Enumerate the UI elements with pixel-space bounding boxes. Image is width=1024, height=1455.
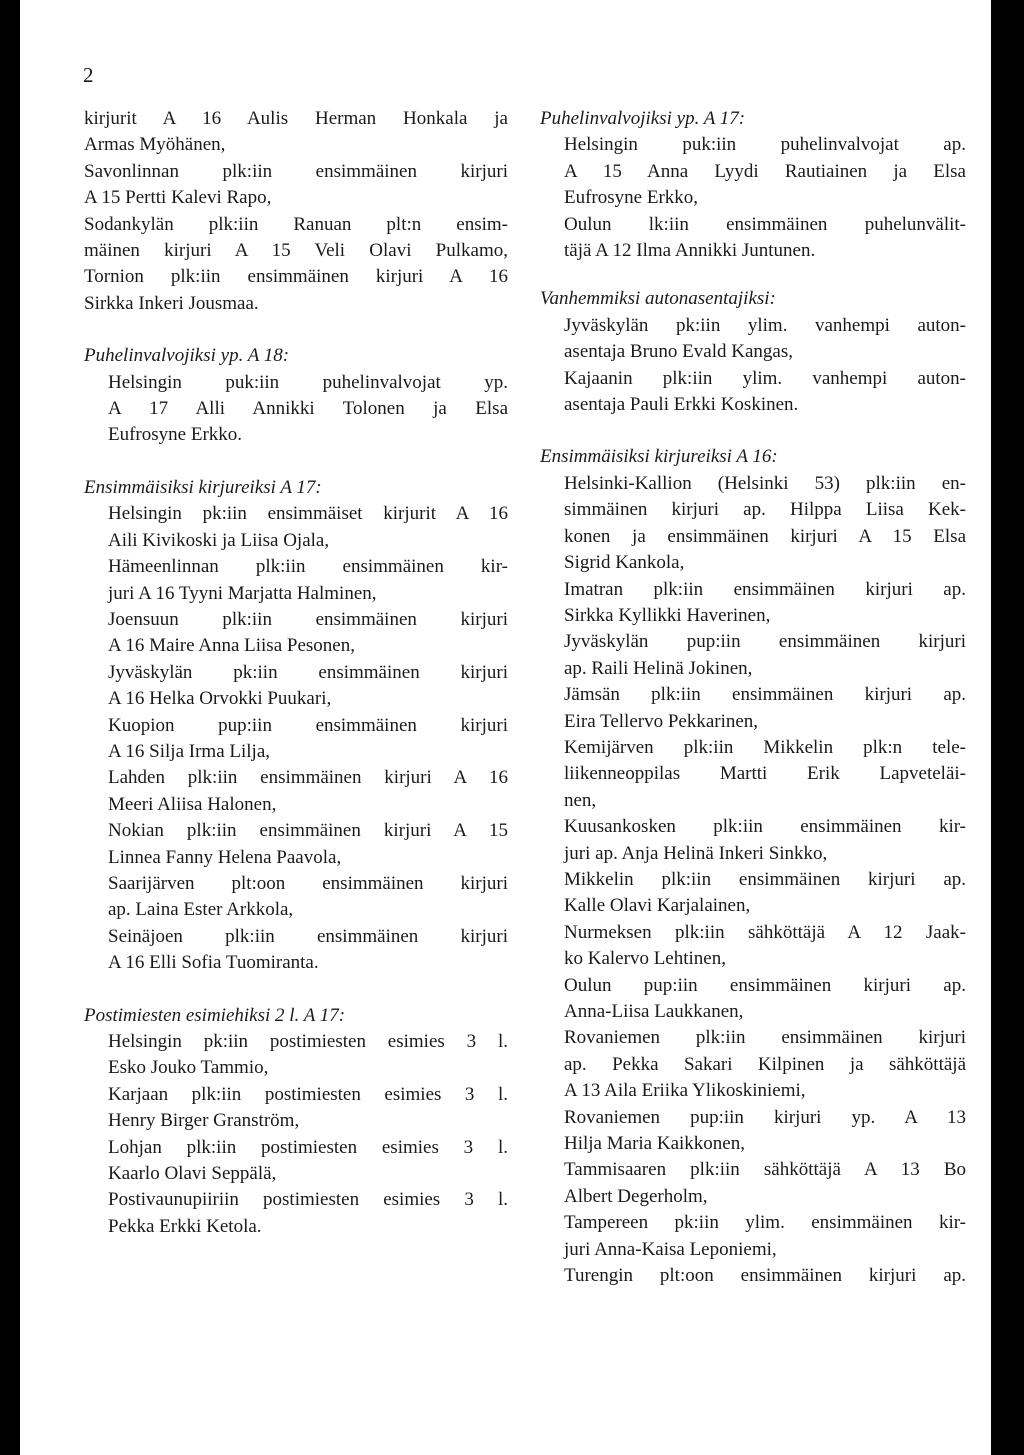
text-line: Imatran plk:iin ensimmäinen kirjuri ap. [564,578,966,600]
text-line: Tornion plk:iin ensimmäinen kirjuri A 16 [84,266,508,288]
text-line: Seinäjoen plk:iin ensimmäinen kirjuri [108,925,508,947]
text-line: ap. Raili Helinä Jokinen, [564,657,753,679]
text-line: A 16 Silja Irma Lilja, [108,740,271,762]
text-line: konen ja ensimmäinen kirjuri A 15 Elsa [564,525,966,547]
text-line: Helsingin pk:iin postimiesten esimies 3 l. [108,1031,508,1052]
text-line: Lohjan plk:iin postimiesten esimies 3 l. [108,1136,508,1158]
section-heading: Puhelinvalvojiksi yp. A 18: [84,345,290,367]
text-line: Lahden plk:iin ensimmäinen kirjuri A 16 [108,767,508,789]
text-line: A 16 Maire Anna Liisa Pesonen, [108,635,355,657]
text-line: A 15 Anna Lyydi Rautiainen ja Elsa [564,160,966,182]
section-heading: Ensimmäisiksi kirjureiksi A 16: [540,446,778,468]
text-line: ap. Pekka Sakari Kilpinen ja sähköttäjä [564,1053,966,1075]
section-puhelinvalvojiksi-a17 [540,106,966,264]
text-line: Savonlinnan plk:iin ensimmäinen kirjuri [84,160,508,182]
text-line: Saarijärven plt:oon ensimmäinen kirjuri [108,872,508,894]
text-line: Jämsän plk:iin ensimmäinen kirjuri ap. [564,684,966,706]
text-line: Kuopion pup:iin ensimmäinen kirjuri [108,714,508,736]
text-line: Aili Kivikoski ja Liisa Ojala, [108,529,330,551]
text-line: juri ap. Anja Helinä Inkeri Sinkko, [564,842,828,864]
text-line: Meeri Aliisa Halonen, [108,793,277,815]
text-line: Kaarlo Olavi Seppälä, [108,1163,277,1185]
section-ensimmaisiksi-kirjureiksi-a17 [84,475,508,977]
text-line: Rovaniemen pup:iin kirjuri yp. A 13 [564,1106,966,1128]
text-line: Hämeenlinnan plk:iin ensimmäinen kir- [108,556,508,578]
text-line: asentaja Pauli Erkki Koskinen. [564,394,799,416]
text-line: Nokian plk:iin ensimmäinen kirjuri A 15 [108,820,508,842]
section-heading: Puhelinvalvojiksi yp. A 17: [540,108,746,129]
text-line: Hilja Maria Kaikkonen, [564,1133,745,1155]
text-line: Eufrosyne Erkko, [564,187,699,209]
text-line: Kuusankosken plk:iin ensimmäinen kir- [564,816,966,838]
text-line: Eufrosyne Erkko. [108,424,243,446]
text-line: Henry Birger Granström, [108,1110,300,1132]
section-vanhemmiksi-autonasentajiksi [540,286,966,418]
text-line: ko Kalervo Lehtinen, [564,948,726,970]
text-line: Armas Myöhänen, [84,134,226,156]
text-line: Turengin plt:oon ensimmäinen kirjuri ap. [564,1265,966,1287]
text-line: liikenneoppilas Martti Erik Lapveteläi- [564,763,966,785]
text-line: A 17 Alli Annikki Tolonen ja Elsa [108,398,508,420]
left-column [84,106,508,1240]
text-line: Esko Jouko Tammio, [108,1057,269,1079]
text-line: Postivaunupiiriin postimiesten esimies 3 l. [108,1189,508,1211]
section-heading: Postimiesten esimiehiksi 2 l. A 17: [84,1004,346,1026]
section-heading: Ensimmäisiksi kirjureiksi A 17: [84,476,322,498]
text-line: Eira Tellervo Pekkarinen, [564,710,759,732]
text-line: Pekka Erkki Ketola. [108,1215,262,1237]
text-line: simmäinen kirjuri ap. Hilppa Liisa Kek- [564,499,966,521]
text-line: Sirkka Kyllikki Haverinen, [564,604,771,626]
text-line: Sigrid Kankola, [564,552,685,574]
text-line: juri Anna-Kaisa Leponiemi, [564,1238,777,1260]
text-line: Oulun lk:iin ensimmäinen puhelunvälit- [564,213,966,235]
text-line: Joensuun plk:iin ensimmäinen kirjuri [108,608,508,630]
text-line: Sodankylän plk:iin Ranuan plt:n ensim- [84,213,508,235]
section-puhelinvalvojiksi-a18 [84,343,508,449]
text-line: Linnea Fanny Helena Paavola, [108,846,342,868]
text-line: Nurmeksen plk:iin sähköttäjä A 12 Jaak- [564,921,966,943]
text-line: Helsinki-Kallion (Helsinki 53) plk:iin en- [564,472,966,494]
text-line: nen, [564,789,597,811]
text-line: mäinen kirjuri A 15 Veli Olavi Pulkamo, [84,240,508,262]
intro-block [84,106,508,317]
text-line: Rovaniemen plk:iin ensimmäinen kirjuri [564,1027,966,1049]
text-line: täjä A 12 Ilma Annikki Juntunen. [564,240,816,262]
text-line: Kajaanin plk:iin ylim. vanhempi auton- [564,367,966,389]
text-line: ap. Laina Ester Arkkola, [108,899,294,921]
text-line: Helsingin puk:iin puhelinvalvojat yp. [108,371,508,393]
text-line: Helsingin pk:iin ensimmäiset kirjurit A 16 [108,503,508,525]
section-heading: Vanhemmiksi autonasentajiksi: [540,288,776,310]
scan-border-left [0,0,20,1455]
text-line: Kalle Olavi Karjalainen, [564,895,751,917]
text-line: A 16 Helka Orvokki Puukari, [108,688,332,710]
text-line: Jyväskylän pup:iin ensimmäinen kirjuri [564,631,966,653]
text-line: Albert Degerholm, [564,1185,708,1207]
text-line: Mikkelin plk:iin ensimmäinen kirjuri ap. [564,868,966,890]
text-line: Tammisaaren plk:iin sähköttäjä A 13 Bo [564,1159,966,1181]
text-line: A 13 Aila Eriika Ylikoskiniemi, [564,1080,806,1102]
text-line: Kemijärven plk:iin Mikkelin plk:n tele- [564,736,966,758]
text-line: Karjaan plk:iin postimiesten esimies 3 l. [108,1083,508,1105]
section-postimiesten-esimiehiksi [84,1003,508,1241]
text-line: Jyväskylän pk:iin ensimmäinen kirjuri [108,661,508,683]
text-line: A 16 Elli Sofia Tuomiranta. [108,952,319,974]
text-line: Tampereen pk:iin ylim. ensimmäinen kir- [564,1212,966,1234]
text-line: asentaja Bruno Evald Kangas, [564,341,793,363]
text-line: Helsingin puk:iin puhelinvalvojat ap. [564,134,966,156]
text-line: Jyväskylän pk:iin ylim. vanhempi auton- [564,314,966,336]
text-line: Oulun pup:iin ensimmäinen kirjuri ap. [564,974,966,996]
text-line: Sirkka Inkeri Jousmaa. [84,292,259,314]
text-line: kirjurit A 16 Aulis Herman Honkala ja [84,108,508,129]
text-line: A 15 Pertti Kalevi Rapo, [84,187,272,209]
text-line: juri A 16 Tyyni Marjatta Halminen, [108,582,377,604]
scan-border-right [991,0,1024,1455]
page-number: 2 [83,63,94,87]
right-column [540,106,966,1289]
section-ensimmaisiksi-kirjureiksi-a16 [540,444,966,1289]
text-line: Anna-Liisa Laukkanen, [564,1001,744,1022]
